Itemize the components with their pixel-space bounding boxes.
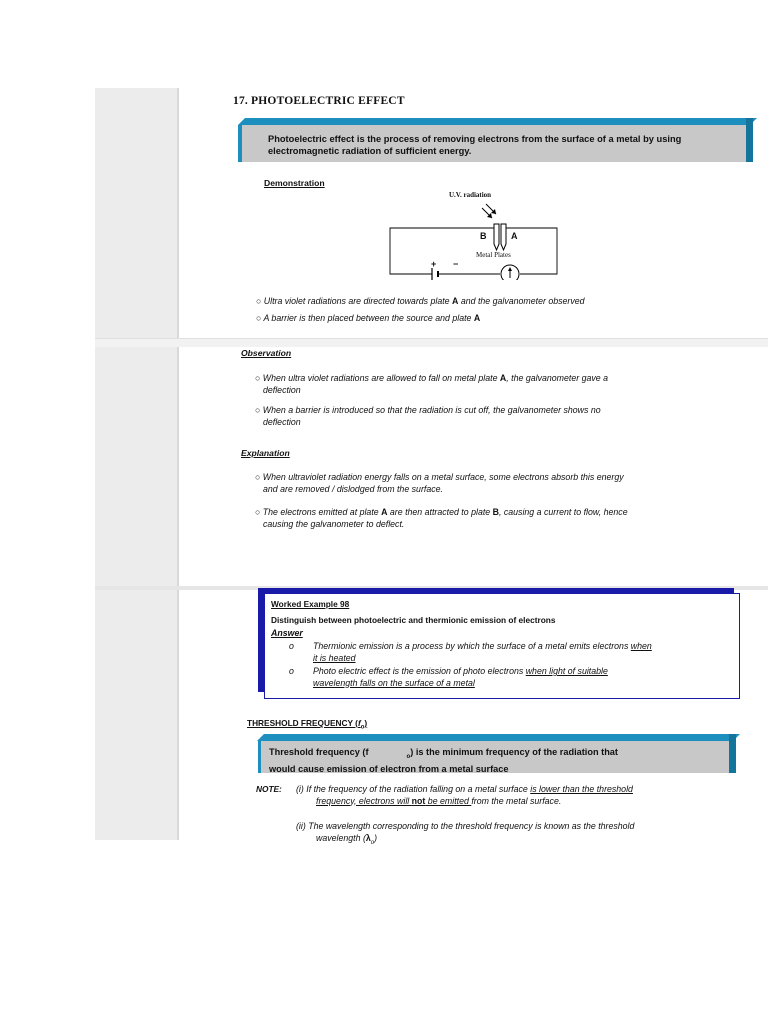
threshold-definition-text: Threshold frequency (f $_o$) is the minimum frequency of the radiation that would cause emission of electron from a metal surface bbox=[269, 747, 618, 774]
bullet-marker: ○ bbox=[255, 507, 263, 517]
threshold-heading: THRESHOLD FREQUENCY $(f_o)$ bbox=[247, 718, 368, 731]
uv-radiation-label: U.V. radiation bbox=[449, 191, 492, 199]
demonstration-heading: Demonstration bbox=[264, 178, 325, 188]
observation-bullet: ○ When ultra violet radiations are allowed to fall on metal plate A, the galvanometer gave a deflection bbox=[255, 373, 608, 395]
explanation-heading: Explanation bbox=[241, 448, 290, 458]
page-separator bbox=[95, 338, 768, 347]
plate-a-label: A bbox=[511, 231, 518, 241]
note-item-1: (i) If the frequency of the radiation falling on a metal surface is lower than the threshold frequency, electrons will not be emitted from the metal surface. bbox=[296, 784, 633, 806]
definition-text: Photoelectric effect is the process of removing electrons from the surface of a metal by using electromagnetic radiation of sufficient energy. bbox=[268, 134, 682, 156]
note-label: NOTE: bbox=[256, 784, 282, 794]
threshold-definition-box bbox=[258, 741, 729, 773]
bullet-marker: ○ bbox=[255, 373, 263, 383]
metal-plate-a bbox=[501, 224, 506, 250]
bullet-marker: ○ bbox=[255, 405, 263, 415]
worked-example-box bbox=[264, 593, 740, 699]
observation-heading: Observation bbox=[241, 348, 292, 358]
bullet-marker: o bbox=[289, 666, 294, 676]
bullet-marker: ○ bbox=[256, 296, 264, 306]
note-item-2: (ii) The wavelength corresponding to the threshold frequency is known as the threshold wavelength $(\lambda_o)$ bbox=[296, 821, 635, 846]
left-margin bbox=[95, 88, 179, 338]
metal-plate-b bbox=[494, 224, 499, 250]
plate-b-label: B bbox=[480, 231, 487, 241]
demonstration-bullet: ○ A barrier is then placed between the source and plate A bbox=[256, 313, 481, 323]
explanation-bullet: ○ The electrons emitted at plate A are then attracted to plate B, causing a current to flow, hence causing the galvanometer to deflect. bbox=[255, 507, 628, 529]
section-title: 17. PHOTOELECTRIC EFFECT bbox=[233, 95, 405, 107]
bullet-marker: o bbox=[289, 641, 294, 651]
battery-plus-label: + bbox=[431, 259, 437, 269]
answer-item: o Thermionic emission is a process by which the surface of a metal emits electrons when it is heated bbox=[289, 641, 652, 663]
answer-item: o Photo electric effect is the emission of photo electrons when light of suitable wavelength falls on the surface of a metal bbox=[289, 666, 608, 688]
observation-bullet: ○ When a barrier is introduced so that the radiation is cut off, the galvanometer shows no deflection bbox=[255, 405, 601, 427]
worked-example-title: Worked Example 98 bbox=[271, 599, 350, 609]
bullet-marker: ○ bbox=[256, 313, 264, 323]
circuit-diagram bbox=[380, 188, 570, 280]
metal-plates-label: Metal Plates bbox=[476, 251, 511, 259]
left-margin bbox=[95, 346, 179, 586]
left-margin bbox=[95, 590, 179, 840]
battery-minus-label: − bbox=[453, 259, 459, 269]
demonstration-bullet: ○ Ultra violet radiations are directed towards plate A and the galvanometer observed bbox=[256, 296, 585, 306]
bullet-marker: ○ bbox=[255, 472, 263, 482]
worked-example-question: Distinguish between photoelectric and thermionic emission of electrons bbox=[271, 615, 556, 625]
definition-box bbox=[238, 125, 746, 162]
explanation-bullet: ○ When ultraviolet radiation energy falls on a metal surface, some electrons absorb this energy and are removed / dislodged from the surface. bbox=[255, 472, 624, 494]
answer-label: Answer bbox=[271, 628, 303, 638]
